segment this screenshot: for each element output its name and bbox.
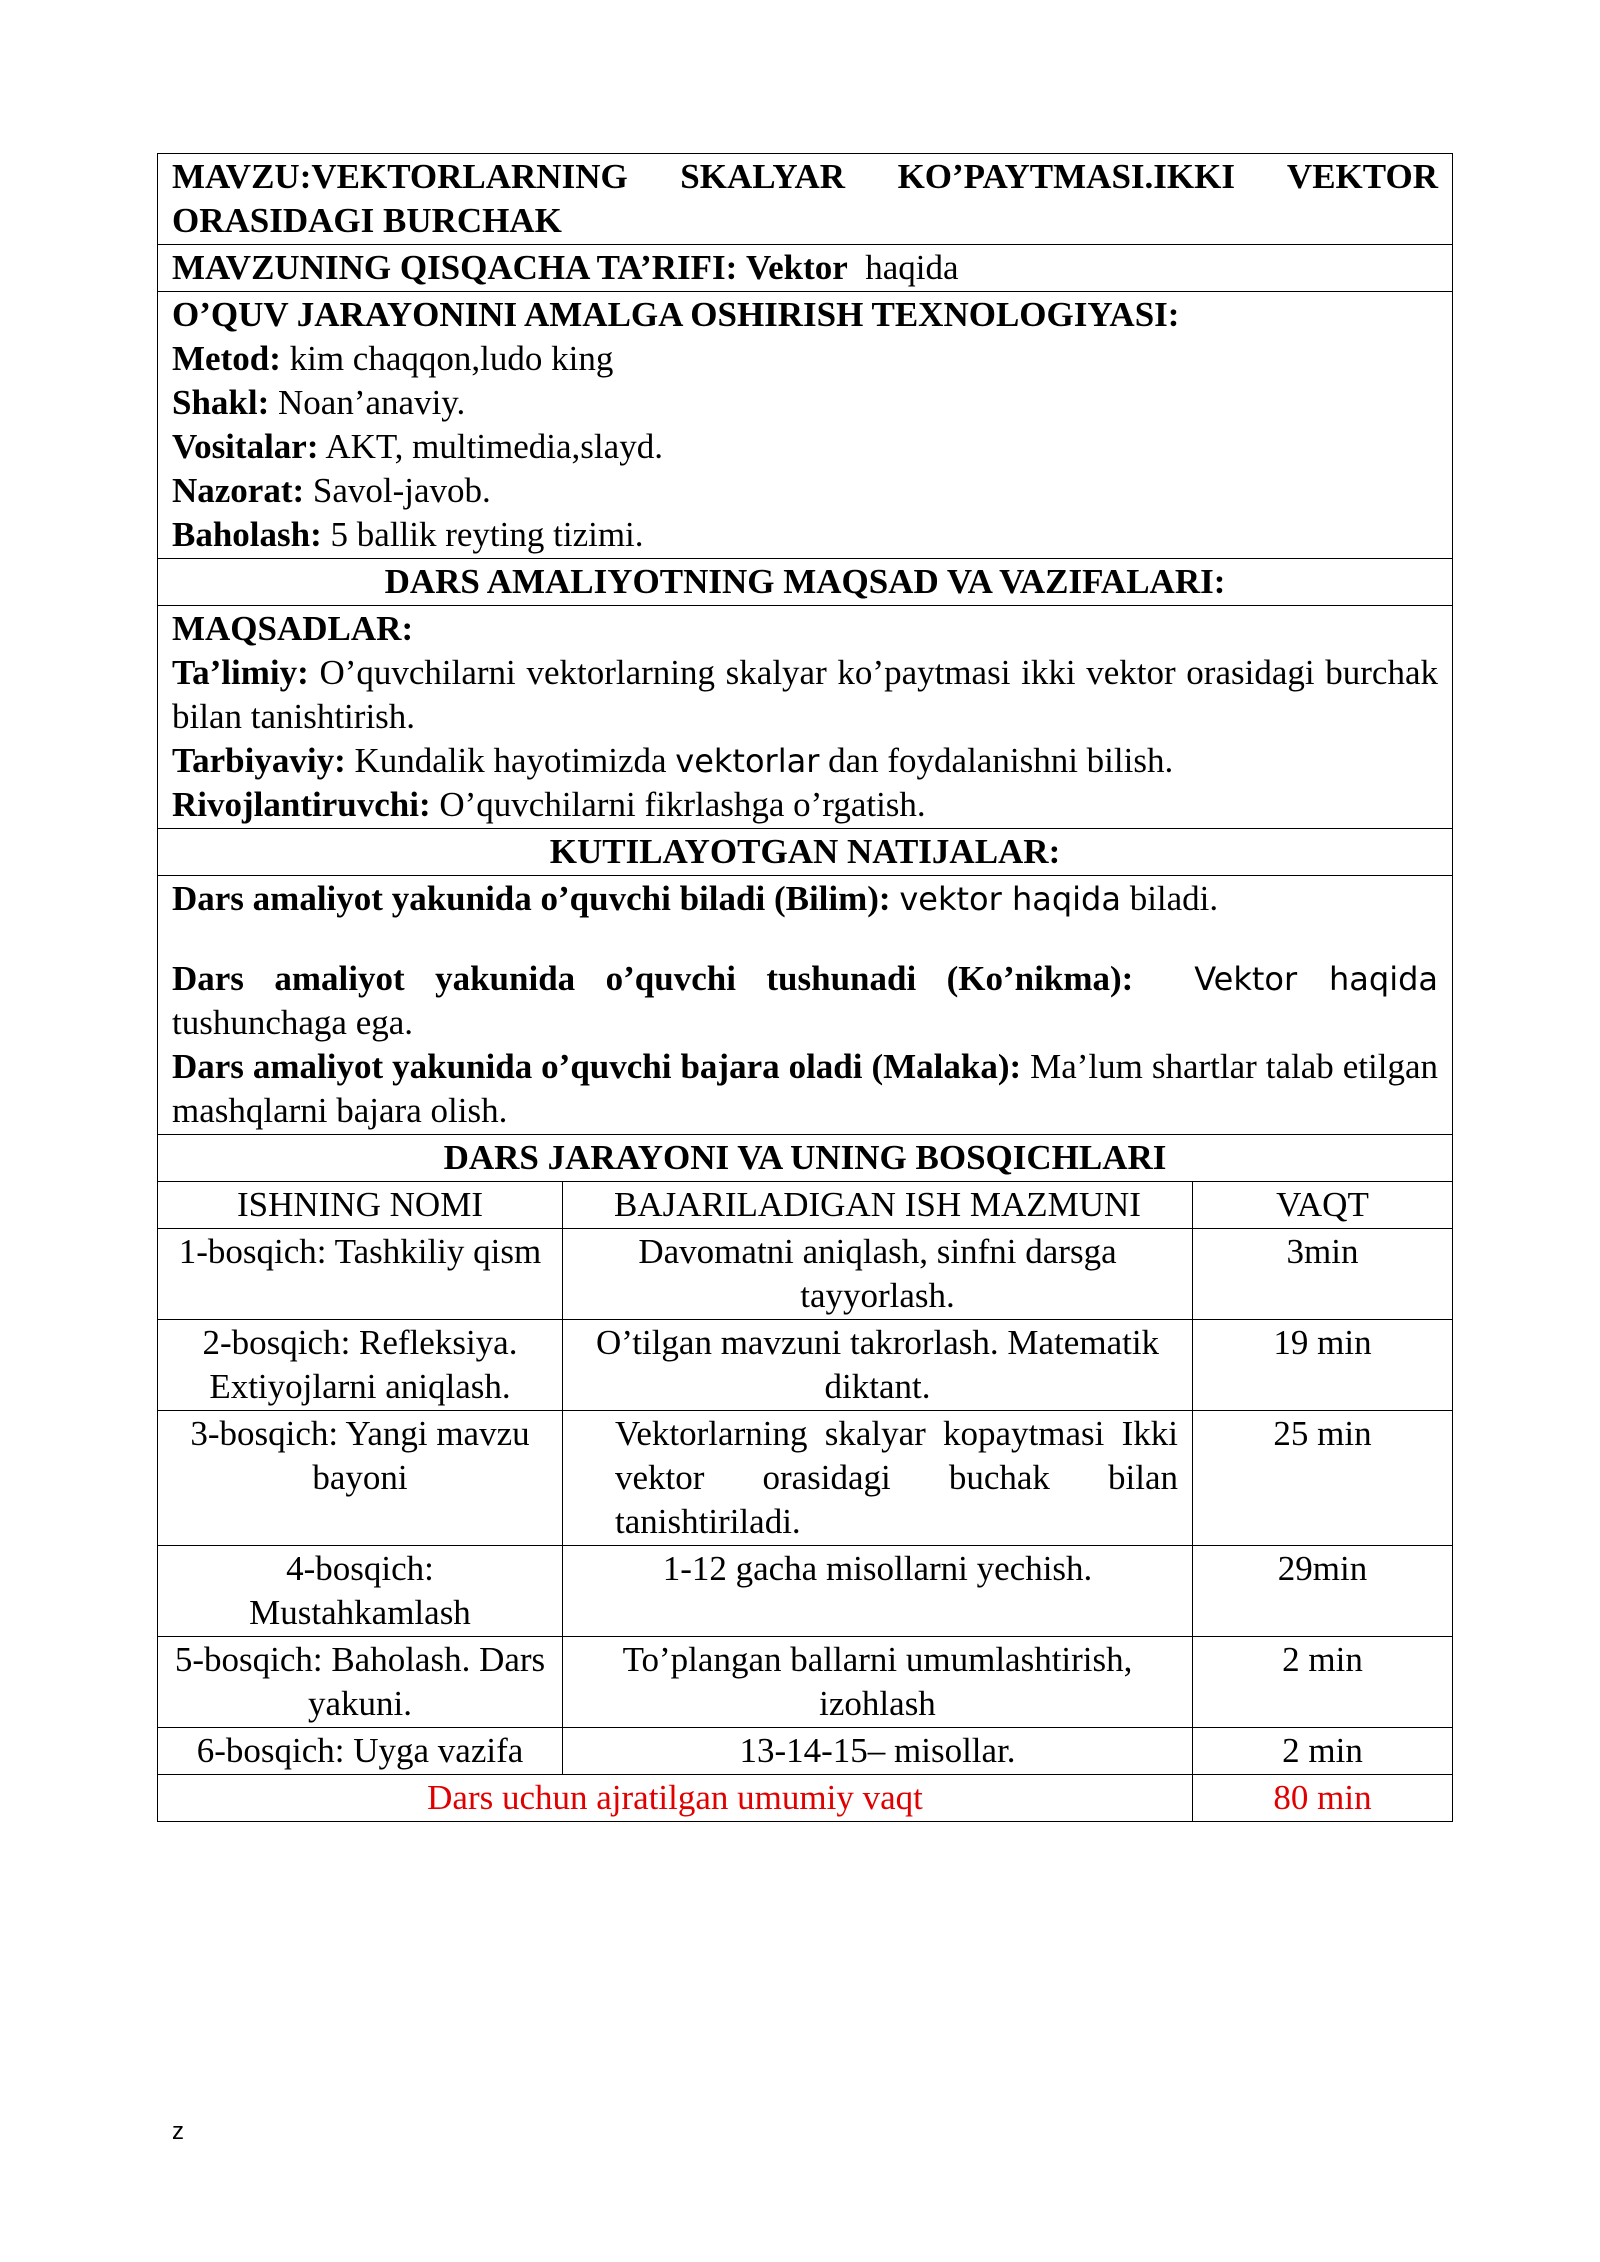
footer-mark: z [172,2118,184,2145]
results-cell [158,876,1453,1135]
stage-time: 19 min [1193,1320,1453,1411]
summary-cell [158,245,1453,292]
skill-result: Dars amaliyot yakunida o’quvchi tushunadi (Ko’nikma): Vektor haqida tushunchaga ega. [172,959,1439,1042]
goals-row [158,606,1453,829]
form-line: Shakl: Noan’anaviy. [172,383,466,422]
column-header-time: VAQT [1193,1182,1453,1229]
stage-name: 2-bosqich: Refleksiya. Extiyojlarni aniqlash. [158,1320,563,1411]
spacer [172,921,1438,957]
technology-heading: O’QUV JARAYONINI AMALGA OSHIRISH TEXNOLOGIYASI: [172,295,1180,334]
knowledge-result: Dars amaliyot yakunida o’quvchi biladi (Bilim): vektor haqida biladi. [172,879,1219,918]
stage-time: 29min [1193,1546,1453,1637]
table-row [158,1320,1453,1411]
goals-heading-row [158,559,1453,606]
developmental-goal: Rivojlantiruvchi: O’quvchilarni fikrlashga o’rgatish. [172,785,926,824]
control-line: Nazorat: Savol-javob. [172,471,491,510]
goals-subheading: MAQSADLAR: [172,609,414,648]
table-row [158,1637,1453,1728]
results-row [158,876,1453,1135]
summary-value: haqida [865,248,959,287]
summary-label: MAVZUNING QISQACHA TA’RIFI: [172,248,738,287]
method-line: Metod: kim chaqqon,ludo king [172,339,614,378]
stage-time: 25 min [1193,1411,1453,1546]
stage-name: 4-bosqich: Mustahkamlash [158,1546,563,1637]
stage-content: O’tilgan mavzuni takrorlash. Matematik diktant. [563,1320,1193,1411]
stage-time: 2 min [1193,1637,1453,1728]
assessment-line: Baholash: 5 ballik reyting tizimi. [172,515,644,554]
table-row [158,1546,1453,1637]
lesson-plan-table [157,153,1453,1822]
technology-cell [158,292,1453,559]
total-label: Dars uchun ajratilgan umumiy vaqt [158,1775,1193,1822]
educational-goal: Ta’limiy: O’quvchilarni vektorlarning skalyar ko’paytmasi ikki vektor orasidagi burchak bilan tanishtirish. [172,653,1438,736]
column-header-name: ISHNING NOMI [158,1182,563,1229]
stage-name: 1-bosqich: Tashkiliy qism [158,1229,563,1320]
column-header-content: BAJARILADIGAN ISH MAZMUNI [563,1182,1193,1229]
stage-time: 3min [1193,1229,1453,1320]
stage-content: 13-14-15– misollar. [563,1728,1193,1775]
stage-time: 2 min [1193,1728,1453,1775]
tools-line: Vositalar: AKT, multimedia,slayd. [172,427,663,466]
stage-content: To’plangan ballarni umumlashtirish, izohlash [563,1637,1193,1728]
goals-cell [158,606,1453,829]
stage-name: 3-bosqich: Yangi mavzu bayoni [158,1411,563,1546]
summary-value-bold: Vektor [746,248,848,287]
lesson-plan-document [157,153,1453,1822]
results-heading: KUTILAYOTGAN NATIJALAR: [158,829,1453,876]
results-heading-row [158,829,1453,876]
stage-content: Vektorlarning skalyar kopaytmasi Ikki vektor orasidagi buchak bilan tanishtiriladi. [563,1411,1193,1546]
competence-result: Dars amaliyot yakunida o’quvchi bajara oladi (Malaka): Ma’lum shartlar talab etilgan mashqlarni bajara olish. [172,1047,1438,1130]
summary-row [158,245,1453,292]
stage-name: 6-bosqich: Uyga vazifa [158,1728,563,1775]
process-heading: DARS JARAYONI VA UNING BOSQICHLARI [158,1135,1453,1182]
technology-row [158,292,1453,559]
goals-heading: DARS AMALIYOTNING MAQSAD VA VAZIFALARI: [158,559,1453,606]
total-row [158,1775,1453,1822]
total-time: 80 min [1193,1775,1453,1822]
upbringing-goal: Tarbiyaviy: Kundalik hayotimizda vektorlar dan foydalanishni bilish. [172,741,1174,780]
stage-name: 5-bosqich: Baholash. Dars yakuni. [158,1637,563,1728]
stage-content: 1-12 gacha misollarni yechish. [563,1546,1193,1637]
stage-content: Davomatni aniqlash, sinfni darsga tayyorlash. [563,1229,1193,1320]
table-row [158,1229,1453,1320]
topic-title: MAVZU:VEKTORLARNING SKALYAR KO’PAYTMASI.IKKI VEKTOR ORASIDAGI BURCHAK [158,154,1453,245]
table-row [158,1411,1453,1546]
table-row [158,1728,1453,1775]
process-columns-row [158,1182,1453,1229]
process-heading-row [158,1135,1453,1182]
topic-row [158,154,1453,245]
